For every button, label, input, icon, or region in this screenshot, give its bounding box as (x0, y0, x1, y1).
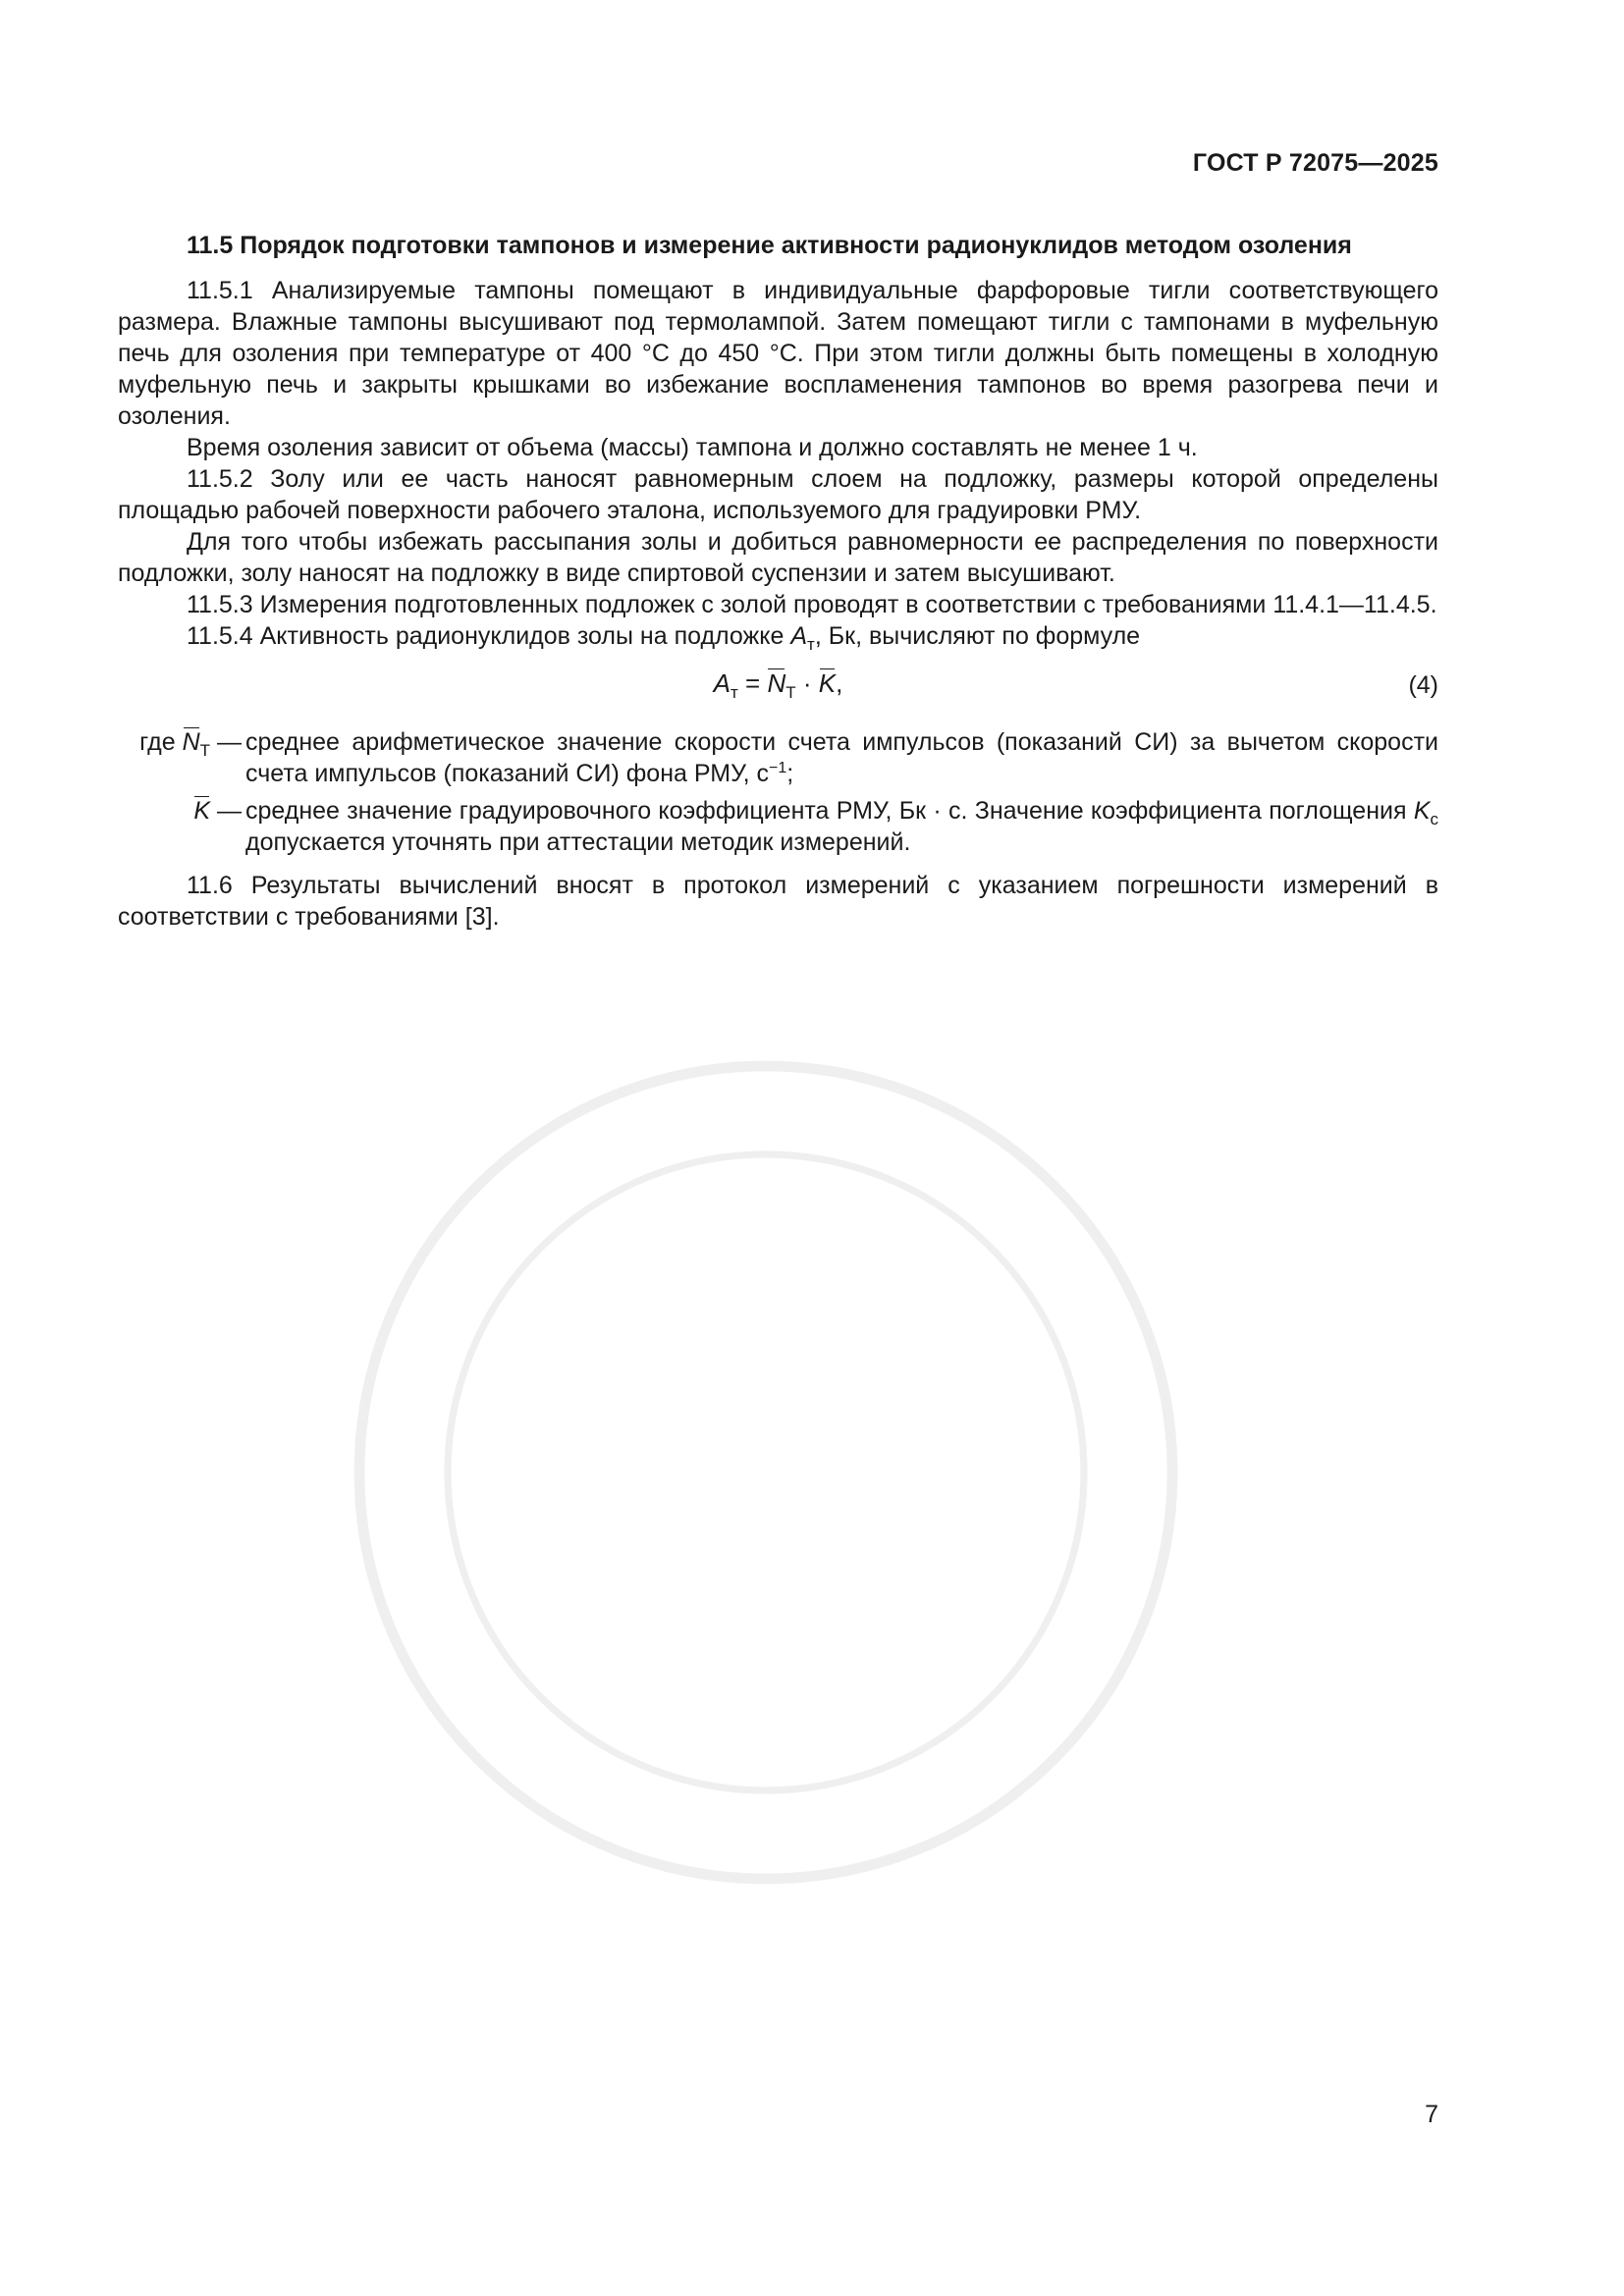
where-k-symbol: K (193, 797, 211, 825)
where-k-dash: — (210, 797, 242, 825)
where-n-subscript: Т (199, 741, 211, 760)
page-number: 7 (1425, 2101, 1438, 2128)
activity-subscript: т (807, 635, 815, 654)
formula-k-mean: K (818, 668, 837, 698)
where-n-dash: — (210, 728, 242, 756)
where-entry-k (118, 795, 1438, 858)
paragraph-11-6: 11.6 Результаты вычислений вносят в протокол измерений с указанием погрешности измерений в соответствии с требованиями [3]. (118, 872, 1438, 931)
where-k-text-2: допускается уточнять при аттестации методик измерений. (245, 828, 911, 856)
section-title: 11.5 Порядок подготовки тампонов и измерение активности радионуклидов методом озоления (187, 232, 1352, 259)
where-k-definition (245, 795, 1438, 858)
where-k-text-1: среднее значение градуировочного коэффициента РМУ, Бк · с. Значение коэффициента поглощения (245, 797, 1414, 825)
document-code: ГОСТ Р 72075—2025 (1192, 149, 1438, 177)
paragraph-11-5-2: 11.5.2 Золу или ее часть наносят равномерным слоем на подложку, размеры которой определены площадью рабочей поверхности рабочего эталона, используемого для градуировки РМУ. (118, 465, 1438, 524)
where-n-end: ; (786, 760, 794, 787)
formula-number: (4) (1408, 671, 1438, 699)
where-word: где (139, 728, 183, 756)
formula-n-subscript: Т (785, 683, 796, 702)
formula (118, 667, 1438, 702)
where-n-symbol: N (182, 728, 200, 756)
where-entry-n (118, 726, 1438, 789)
formula-equals: = (737, 668, 768, 698)
activity-symbol: A (790, 622, 808, 650)
formula-n-mean: N (767, 668, 786, 698)
paragraph-11-5-1: 11.5.1 Анализируемые тампоны помещают в индивидуальные фарфоровые тигли соответствующего размера. Влажные тампоны высушивают под термолампой. Затем помещают тигли с тампонами в муфельную печь для озоления при температуре от 400 °С до 450 °С. При этом тигли должны быть помещены в холодную муфельную печь и закрыты крышками во избежание воспламенения тампонов во время разогрева печи и озоления. (118, 277, 1438, 430)
watermark-seal (324, 1031, 1208, 1914)
paragraph-ashing-time: Время озоления зависит от объема (массы) тампона и должно составлять не менее 1 ч. (187, 434, 1198, 461)
formula-lhs: A (713, 668, 731, 698)
paragraph-text-end: , Бк, вычисляют по формуле (814, 622, 1141, 650)
document-body (118, 230, 1438, 933)
where-lead-k (118, 795, 245, 858)
where-n-text: среднее арифметическое значение скорости счета импульсов (показаний СИ) за вычетом скорости счета импульсов (показаний СИ) фона РМУ, с (245, 728, 1438, 787)
where-n-definition (245, 726, 1438, 789)
where-lead (118, 726, 245, 789)
where-n-superscript: −1 (769, 760, 787, 776)
formula-row (118, 658, 1438, 717)
paragraph-11-5-3: 11.5.3 Измерения подготовленных подложек с золой проводят в соответствии с требованиями 11.4.1—11.4.5. (187, 591, 1437, 618)
where-kc-symbol: K (1413, 797, 1431, 825)
paragraph-suspension: Для того чтобы избежать рассыпания золы и добиться равномерности ее распределения по поверхности подложки, золу наносят на подложку в виде спиртовой суспензии и затем высушивают. (118, 528, 1438, 587)
paragraph-text: 11.5.4 Активность радионуклидов золы на подложке (187, 622, 791, 650)
formula-lhs-subscript: т (731, 683, 738, 702)
formula-dot: · (795, 668, 819, 698)
formula-end: , (836, 668, 843, 698)
paragraph-11-5-4 (118, 620, 1438, 652)
where-kc-subscript: c (1430, 810, 1438, 828)
